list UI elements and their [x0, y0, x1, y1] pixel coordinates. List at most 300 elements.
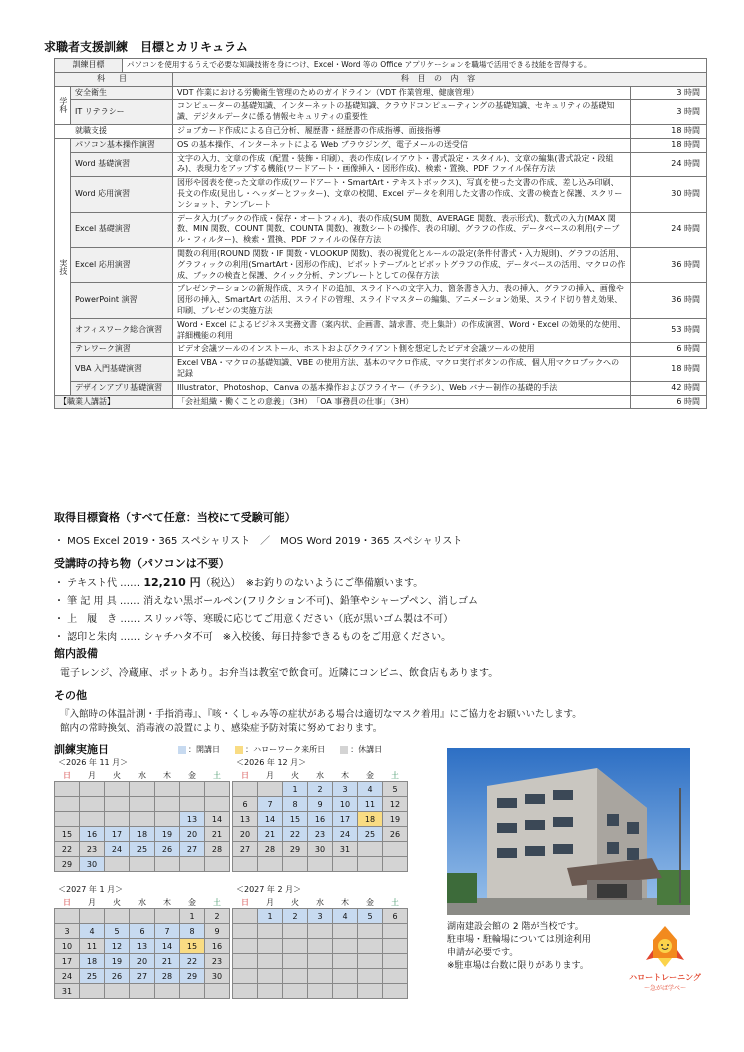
curriculum-row	[55, 283, 707, 318]
subject-cell: オフィスワーク総合演習	[71, 318, 173, 343]
rocket-icon	[622, 924, 708, 968]
hours-cell: 3 時間	[631, 100, 707, 125]
calendar-day: 23	[308, 827, 333, 842]
item-line: ・ 筆 記 用 具 …… 消えない黒ボールペン(フリクション不可)、鉛筆やシャープペン、消しゴム	[54, 596, 478, 607]
calendar-day: 30	[205, 969, 230, 984]
goal-text: パソコンを使用するうえで必要な知識技術を身につけ、Excel・Word 等の Office アプリケーションを職場で活用できる技能を習得する。	[123, 59, 707, 73]
calendar-day: 1	[283, 782, 308, 797]
calendar-day	[205, 984, 230, 999]
calendar-day: 19	[105, 954, 130, 969]
other-line2: 館内の常時換気、消毒液の設置により、感染症予防対策に努めております。	[60, 723, 383, 734]
calendar-day: 3	[308, 909, 333, 924]
calendar-day	[155, 812, 180, 827]
calendar-day: 20	[130, 954, 155, 969]
calendar-day	[333, 954, 358, 969]
header-row	[55, 72, 707, 86]
calendar-day	[105, 984, 130, 999]
calendar-day: 13	[180, 812, 205, 827]
weekday-label: 火	[113, 898, 121, 907]
qual-text: ・ MOS Excel 2019・365 スペシャリスト ／ MOS Word 2019・365 スペシャリスト	[54, 536, 463, 547]
calendar-day	[180, 857, 205, 872]
content-cell: Word・Excel によるビジネス実務文書（案内状、企画書、請求書、売上集計）の作成演習、Word・Excel の効果的な使用、詳細機能の利用	[173, 318, 631, 343]
calendar-day	[333, 924, 358, 939]
hello-training-logo	[622, 924, 708, 992]
content-cell: VDT 作業における労働衛生管理のためのガイドライン（VDT 作業管理、健康管理）	[173, 86, 631, 100]
calendar-day	[308, 954, 333, 969]
curriculum-row	[55, 343, 707, 357]
hours-cell: 6 時間	[631, 343, 707, 357]
calendar-day	[233, 924, 258, 939]
calendar-day	[283, 954, 308, 969]
calendar-day: 5	[105, 924, 130, 939]
subject-cell: Word 基礎演習	[71, 152, 173, 177]
calendar-day	[130, 782, 155, 797]
content-cell: ビデオ会議ツールのインストール、ホストおよびクライアント側を想定したビデオ会議ツールの使用	[173, 343, 631, 357]
calendar-day: 9	[205, 924, 230, 939]
calendar-day	[308, 984, 333, 999]
item-line: ・ テキスト代 …… 12,210 円（税込） ※お釣りのないようにご準備願います。	[54, 576, 424, 589]
subject-cell: デザインアプリ基礎演習	[71, 381, 173, 395]
calendar-day	[258, 939, 283, 954]
lecture-subject: 【職業人講話】	[55, 395, 173, 409]
calendar-day	[258, 857, 283, 872]
calendar-day	[180, 782, 205, 797]
logo-subtext: ～急がば学べ～	[643, 985, 686, 992]
weekday-label: 金	[366, 898, 374, 907]
hours-cell: 36 時間	[631, 247, 707, 282]
calendar-day: 7	[155, 924, 180, 939]
calendar-day: 2	[308, 782, 333, 797]
weekday-label: 水	[138, 898, 146, 907]
calendar-day	[258, 969, 283, 984]
calendar-day: 20	[233, 827, 258, 842]
calendar-day	[308, 939, 333, 954]
curriculum-row	[55, 177, 707, 212]
content-cell: 関数の利用(ROUND 関数・IF 関数・VLOOKUP 関数)、表の視覚化とルールの設定(条件付書式・入力規則)、グラフの活用、グラフィックの利用(SmartArt・図形の作成)、ピボットテーブルとピボットグラフの作成、データベースの活用、マクロの作成、ブックの検査と保護、クイック分析、テンプレートとしての保存方法	[173, 247, 631, 282]
subject-cell: Excel 応用演習	[71, 247, 173, 282]
curriculum-row	[55, 381, 707, 395]
weekday-label: 木	[163, 771, 171, 780]
hours-cell: 18 時間	[631, 138, 707, 152]
calendar-day	[155, 782, 180, 797]
weekday-label: 金	[188, 898, 196, 907]
calendar-day: 16	[205, 939, 230, 954]
calendar-day: 20	[180, 827, 205, 842]
qual-heading: 取得目標資格（すべて任意：当校にて受験可能）	[54, 511, 296, 524]
calendar-day	[283, 924, 308, 939]
weekday-label: 金	[366, 771, 374, 780]
calendar-day: 10	[333, 797, 358, 812]
calendar-day: 22	[180, 954, 205, 969]
calendar-day: 29	[283, 842, 308, 857]
calendar-day: 4	[358, 782, 383, 797]
calendar-day: 31	[55, 984, 80, 999]
calendar-day: 25	[80, 969, 105, 984]
calendar-month	[54, 897, 230, 999]
items-list	[54, 574, 478, 646]
calendar-day: 21	[258, 827, 283, 842]
legend-open-swatch	[178, 746, 186, 754]
calendar-month	[232, 770, 408, 872]
subject-cell: テレワーク演習	[71, 343, 173, 357]
hours-cell: 18 時間	[631, 124, 707, 138]
lecture-content: 「会社組織・働くことの意義」（3H） 「OA 事務員の仕事」（3H）	[173, 395, 631, 409]
calendar-day	[383, 984, 408, 999]
weekday-label: 土	[391, 771, 399, 780]
calendar-day: 29	[55, 857, 80, 872]
curriculum-row	[55, 357, 707, 382]
calendar-day	[383, 842, 408, 857]
hours-cell: 24 時間	[631, 212, 707, 247]
weekday-label: 月	[266, 898, 274, 907]
caption-line-3: 申請が必要です。	[447, 948, 519, 959]
calendar-day: 28	[155, 969, 180, 984]
calendar-day	[358, 984, 383, 999]
calendar-day: 12	[105, 939, 130, 954]
calendar-day: 26	[155, 842, 180, 857]
calendar-day: 17	[55, 954, 80, 969]
calendar-day: 7	[258, 797, 283, 812]
other-heading: その他	[54, 689, 87, 702]
calendar-day: 19	[155, 827, 180, 842]
calendar-day	[358, 842, 383, 857]
content-cell: OS の基本操作、インターネットによる Web ブラウジング、電子メールの送受信	[173, 138, 631, 152]
calendar-day	[283, 984, 308, 999]
calendar-day	[155, 909, 180, 924]
calendar-day	[130, 812, 155, 827]
calendar-day	[155, 984, 180, 999]
caption-line-1: 湖南建設会館の 2 階が当校です。	[447, 922, 584, 932]
subject-header: 科 目	[55, 72, 173, 86]
calendar-day: 4	[333, 909, 358, 924]
calendar-day	[130, 984, 155, 999]
calendar-day	[358, 969, 383, 984]
lecture-hours: 6 時間	[631, 395, 707, 409]
calendar-day: 26	[383, 827, 408, 842]
calendar-day	[80, 782, 105, 797]
content-cell: コンピューターの基礎知識、インターネットの基礎知識、クラウドコンピューティングの基礎知識、セキュリティの基礎知識、デジタルデータに係る情報セキュリティの重要性	[173, 100, 631, 125]
calendar-day: 2	[283, 909, 308, 924]
weekday-label: 月	[266, 771, 274, 780]
calendar-day	[383, 969, 408, 984]
calendar-day: 11	[358, 797, 383, 812]
items-heading: 受講時の持ち物（パソコンは不要）	[54, 557, 230, 570]
calendar-day	[180, 984, 205, 999]
calendar-caption: ＜2027 年 1 月＞	[58, 885, 124, 894]
calendar-day: 28	[258, 842, 283, 857]
calendar-day	[333, 969, 358, 984]
weekday-label: 日	[63, 898, 71, 907]
calendar-day: 9	[308, 797, 333, 812]
calendar-day	[233, 954, 258, 969]
calendar-day: 6	[130, 924, 155, 939]
calendar-day	[130, 909, 155, 924]
calendar-day	[358, 939, 383, 954]
calendar-day: 26	[105, 969, 130, 984]
weekday-label: 土	[213, 771, 221, 780]
item-line: ・ 上 履 き …… スリッパ等、寒暖に応じてご用意ください（底が黒いゴム製は不可）	[54, 614, 454, 625]
item-line: ・ 認印と朱肉 …… シャチハタ不可 ※入校後、毎日持参できるものをご用意ください。	[54, 632, 452, 643]
calendar-day: 14	[205, 812, 230, 827]
subject-cell: PowerPoint 演習	[71, 283, 173, 318]
calendar-day	[130, 857, 155, 872]
calendar-day	[283, 939, 308, 954]
calendar-caption: ＜2026 年 12 月＞	[236, 758, 307, 767]
curriculum-table	[54, 58, 707, 409]
caption-line-2: 駐車場・駐輪場については別途利用	[447, 935, 591, 946]
legend-closed: ：休講日	[350, 745, 383, 754]
logo-text: ハロートレーニング	[629, 973, 701, 982]
calendar-day: 23	[80, 842, 105, 857]
hours-cell: 42 時間	[631, 381, 707, 395]
calendar-day: 24	[105, 842, 130, 857]
curriculum-row	[55, 86, 707, 100]
calendar-day: 22	[55, 842, 80, 857]
weekday-label: 木	[163, 898, 171, 907]
calendar-day	[308, 969, 333, 984]
calendar-day: 6	[233, 797, 258, 812]
calendar-day: 5	[358, 909, 383, 924]
calendar-day	[105, 909, 130, 924]
subject-cell: 安全衛生	[71, 86, 173, 100]
weekday-label: 金	[188, 771, 196, 780]
content-cell: データ入力(ブックの作成・保存・オートフィル)、表の作成(SUM 関数、AVERAGE 関数、表示形式)、数式の入力(MAX 関数、MIN 関数、COUNT 関数、COUNTA 関数)、複数シートの操作、表の印刷、グラフの作成、データベースの利用(テーブル・フィルター)、検索・置換、PDF ファイルの保存方法	[173, 212, 631, 247]
calendar-day: 21	[205, 827, 230, 842]
calendar-day: 8	[283, 797, 308, 812]
subject-cell: パソコン基本操作演習	[71, 138, 173, 152]
calendar-day	[105, 797, 130, 812]
calendar-day	[383, 924, 408, 939]
calendar-day	[205, 857, 230, 872]
hours-cell: 53 時間	[631, 318, 707, 343]
weekday-label: 火	[113, 771, 121, 780]
calendar-day	[55, 782, 80, 797]
calendar-day: 24	[55, 969, 80, 984]
calendar-day: 18	[130, 827, 155, 842]
calendar-day: 21	[155, 954, 180, 969]
curriculum-row	[55, 100, 707, 125]
page-title: 求職者支援訓練 目標とカリキュラム	[44, 40, 248, 54]
calendar-day: 15	[180, 939, 205, 954]
weekday-label: 日	[241, 898, 249, 907]
calendar-day: 3	[55, 924, 80, 939]
curriculum-row	[55, 124, 707, 138]
subject-cell: Word 応用演習	[71, 177, 173, 212]
calendar-day	[233, 857, 258, 872]
calendar-day	[233, 909, 258, 924]
calendar-day	[258, 984, 283, 999]
calendar-day: 8	[180, 924, 205, 939]
curriculum-row	[55, 138, 707, 152]
calendar-day: 13	[130, 939, 155, 954]
weekday-label: 木	[341, 898, 349, 907]
calendar-day: 10	[55, 939, 80, 954]
calendar-day: 27	[180, 842, 205, 857]
calendar-day	[155, 857, 180, 872]
calendar-day	[180, 797, 205, 812]
goal-label: 訓練目標	[55, 59, 123, 73]
calendar-day	[55, 812, 80, 827]
hours-cell: 30 時間	[631, 177, 707, 212]
subject-cell: Excel 基礎演習	[71, 212, 173, 247]
calendar-day	[80, 984, 105, 999]
calendar-day: 5	[383, 782, 408, 797]
hours-cell: 3 時間	[631, 86, 707, 100]
calendar-day: 27	[233, 842, 258, 857]
calendar-day	[283, 857, 308, 872]
group-jitsugi: 実技	[55, 138, 71, 395]
calendar-day	[333, 857, 358, 872]
calendar-day	[308, 924, 333, 939]
calendar-day	[283, 969, 308, 984]
weekday-label: 水	[316, 898, 324, 907]
calendar-day	[80, 812, 105, 827]
facility-text: 電子レンジ、冷蔵庫、ポットあり。お弁当は教室で飲食可。近隣にコンビニ、飲食店もあります。	[60, 668, 499, 679]
weekday-label: 日	[241, 771, 249, 780]
calendar-day	[205, 797, 230, 812]
calendar-day	[55, 909, 80, 924]
calendar-day	[383, 939, 408, 954]
lecture-row	[55, 395, 707, 409]
calendar-day	[233, 969, 258, 984]
subject-cell: IT リテラシー	[71, 100, 173, 125]
calendar-day: 16	[80, 827, 105, 842]
calendar-day	[258, 924, 283, 939]
weekday-label: 火	[291, 898, 299, 907]
calendar-day	[358, 857, 383, 872]
calendar-day	[333, 984, 358, 999]
content-cell: Illustrator、Photoshop、Canva の基本操作およびフライヤー（チラシ）、Web バナー制作の基礎的手法	[173, 381, 631, 395]
calendar-day: 23	[205, 954, 230, 969]
hours-cell: 36 時間	[631, 283, 707, 318]
calendar-day: 14	[155, 939, 180, 954]
calendar-day: 15	[283, 812, 308, 827]
weekday-label: 木	[341, 771, 349, 780]
calendar-day	[105, 782, 130, 797]
legend-open: ：開講日	[188, 745, 220, 754]
calendar-day: 30	[80, 857, 105, 872]
calendar-day	[155, 797, 180, 812]
curriculum-row	[55, 212, 707, 247]
content-cell: 文字の入力、文章の作成（配置・装飾・印刷）、表の作成(レイアウト・書式設定・スタイル)、文章の編集(書式設定・段組み)、表現力をアップする機能(ワードアート・画像挿入・図形作成)、検索・置換、PDF ファイル保存方法	[173, 152, 631, 177]
calendar-day: 17	[333, 812, 358, 827]
calendar-day: 11	[80, 939, 105, 954]
calendar-day: 3	[333, 782, 358, 797]
calendar-day: 22	[283, 827, 308, 842]
calendar-day	[80, 909, 105, 924]
weekday-label: 水	[316, 771, 324, 780]
content-header: 科 目 の 内 容	[173, 72, 707, 86]
calendar-day: 17	[105, 827, 130, 842]
calendar-day	[105, 857, 130, 872]
calendar-month	[232, 897, 408, 999]
building-photo	[447, 748, 690, 915]
calendar-day: 18	[80, 954, 105, 969]
calendar-caption: ＜2027 年 2 月＞	[236, 885, 302, 894]
calendar-day: 15	[55, 827, 80, 842]
legend-closed-swatch	[340, 746, 348, 754]
calendar-day	[105, 812, 130, 827]
calendar-day	[55, 797, 80, 812]
hours-cell: 24 時間	[631, 152, 707, 177]
legend-hello-swatch	[235, 746, 243, 754]
calendar-day: 4	[80, 924, 105, 939]
weekday-label: 水	[138, 771, 146, 780]
calendar-day: 31	[333, 842, 358, 857]
calendar-day	[258, 782, 283, 797]
calendar-day	[205, 782, 230, 797]
calendar-day	[358, 954, 383, 969]
calendar-day	[130, 797, 155, 812]
legend-hello: ：ハローワーク来所日	[245, 745, 326, 754]
curriculum-row	[55, 247, 707, 282]
calendar-day: 30	[308, 842, 333, 857]
calendar-day: 29	[180, 969, 205, 984]
calendar-day	[333, 939, 358, 954]
calendar-day	[233, 782, 258, 797]
calendar-day	[233, 984, 258, 999]
subject-cell: VBA 入門基礎演習	[71, 357, 173, 382]
weekday-label: 月	[88, 771, 96, 780]
calendar-day: 18	[358, 812, 383, 827]
calendar-day: 14	[258, 812, 283, 827]
weekday-label: 土	[391, 898, 399, 907]
calendar-day: 24	[333, 827, 358, 842]
calendar-day: 25	[130, 842, 155, 857]
group-gakka: 学科	[55, 86, 71, 124]
calendar-day	[233, 939, 258, 954]
calendar-legend	[178, 744, 382, 755]
calendar-day: 12	[383, 797, 408, 812]
weekday-label: 土	[213, 898, 221, 907]
calendar-day: 16	[308, 812, 333, 827]
calendar-day	[383, 857, 408, 872]
hours-cell: 18 時間	[631, 357, 707, 382]
subject-cell: 就職支援	[55, 124, 173, 138]
calendar-day	[308, 857, 333, 872]
weekday-label: 火	[291, 771, 299, 780]
weekday-label: 月	[88, 898, 96, 907]
calendar-heading: 訓練実施日	[54, 743, 109, 756]
caption-line-4: ※駐車場は台数に限りがあります。	[447, 961, 589, 972]
calendar-month	[54, 770, 230, 872]
content-cell: プレゼンテーションの新規作成、スライドの追加、スライドへの文字入力、箇条書き入力、表の挿入、グラフの挿入、画像や図形の挿入、SmartArt の活用、スライドの管理、スライドマスターの編集、アニメーション効果、スライド切り替え効果、印刷、プレゼンの実施方法	[173, 283, 631, 318]
calendar-day	[358, 924, 383, 939]
calendar-caption: ＜2026 年 11 月＞	[58, 758, 129, 767]
calendar-day	[383, 954, 408, 969]
goal-row	[55, 59, 707, 73]
calendar-day: 13	[233, 812, 258, 827]
calendar-day: 27	[130, 969, 155, 984]
calendar-day: 6	[383, 909, 408, 924]
content-cell: ジョブカード作成による自己分析、履歴書・経歴書の作成指導、面接指導	[173, 124, 631, 138]
facility-heading: 館内設備	[54, 647, 98, 660]
content-cell: Excel VBA・マクロの基礎知識、VBE の使用方法、基本のマクロ作成、マクロ実行ボタンの作成、個人用マクロブックへの記録	[173, 357, 631, 382]
calendar-day	[80, 797, 105, 812]
calendar-day: 25	[358, 827, 383, 842]
calendar-day: 1	[258, 909, 283, 924]
content-cell: 図形や図表を使った文章の作成(ワードアート・SmartArt・テキストボックス)、写真を使った文書の作成、差し込み印刷、長文の作成(見出し・ヘッダーとフッター)、文章の校閲、Excel データを利用した文書の作成、文書の検査と保護、スクリーンショット、テンプレート	[173, 177, 631, 212]
calendar-day: 2	[205, 909, 230, 924]
calendar-day: 28	[205, 842, 230, 857]
photo-caption	[447, 921, 637, 973]
curriculum-row	[55, 318, 707, 343]
calendar-day	[258, 954, 283, 969]
weekday-label: 日	[63, 771, 71, 780]
other-line1: 『入館時の体温計測・手指消毒』、『咳・くしゃみ等の症状がある場合は適切なマスク着用』にご協力をお願いいたします。	[60, 709, 582, 720]
calendar-day: 19	[383, 812, 408, 827]
curriculum-row	[55, 152, 707, 177]
